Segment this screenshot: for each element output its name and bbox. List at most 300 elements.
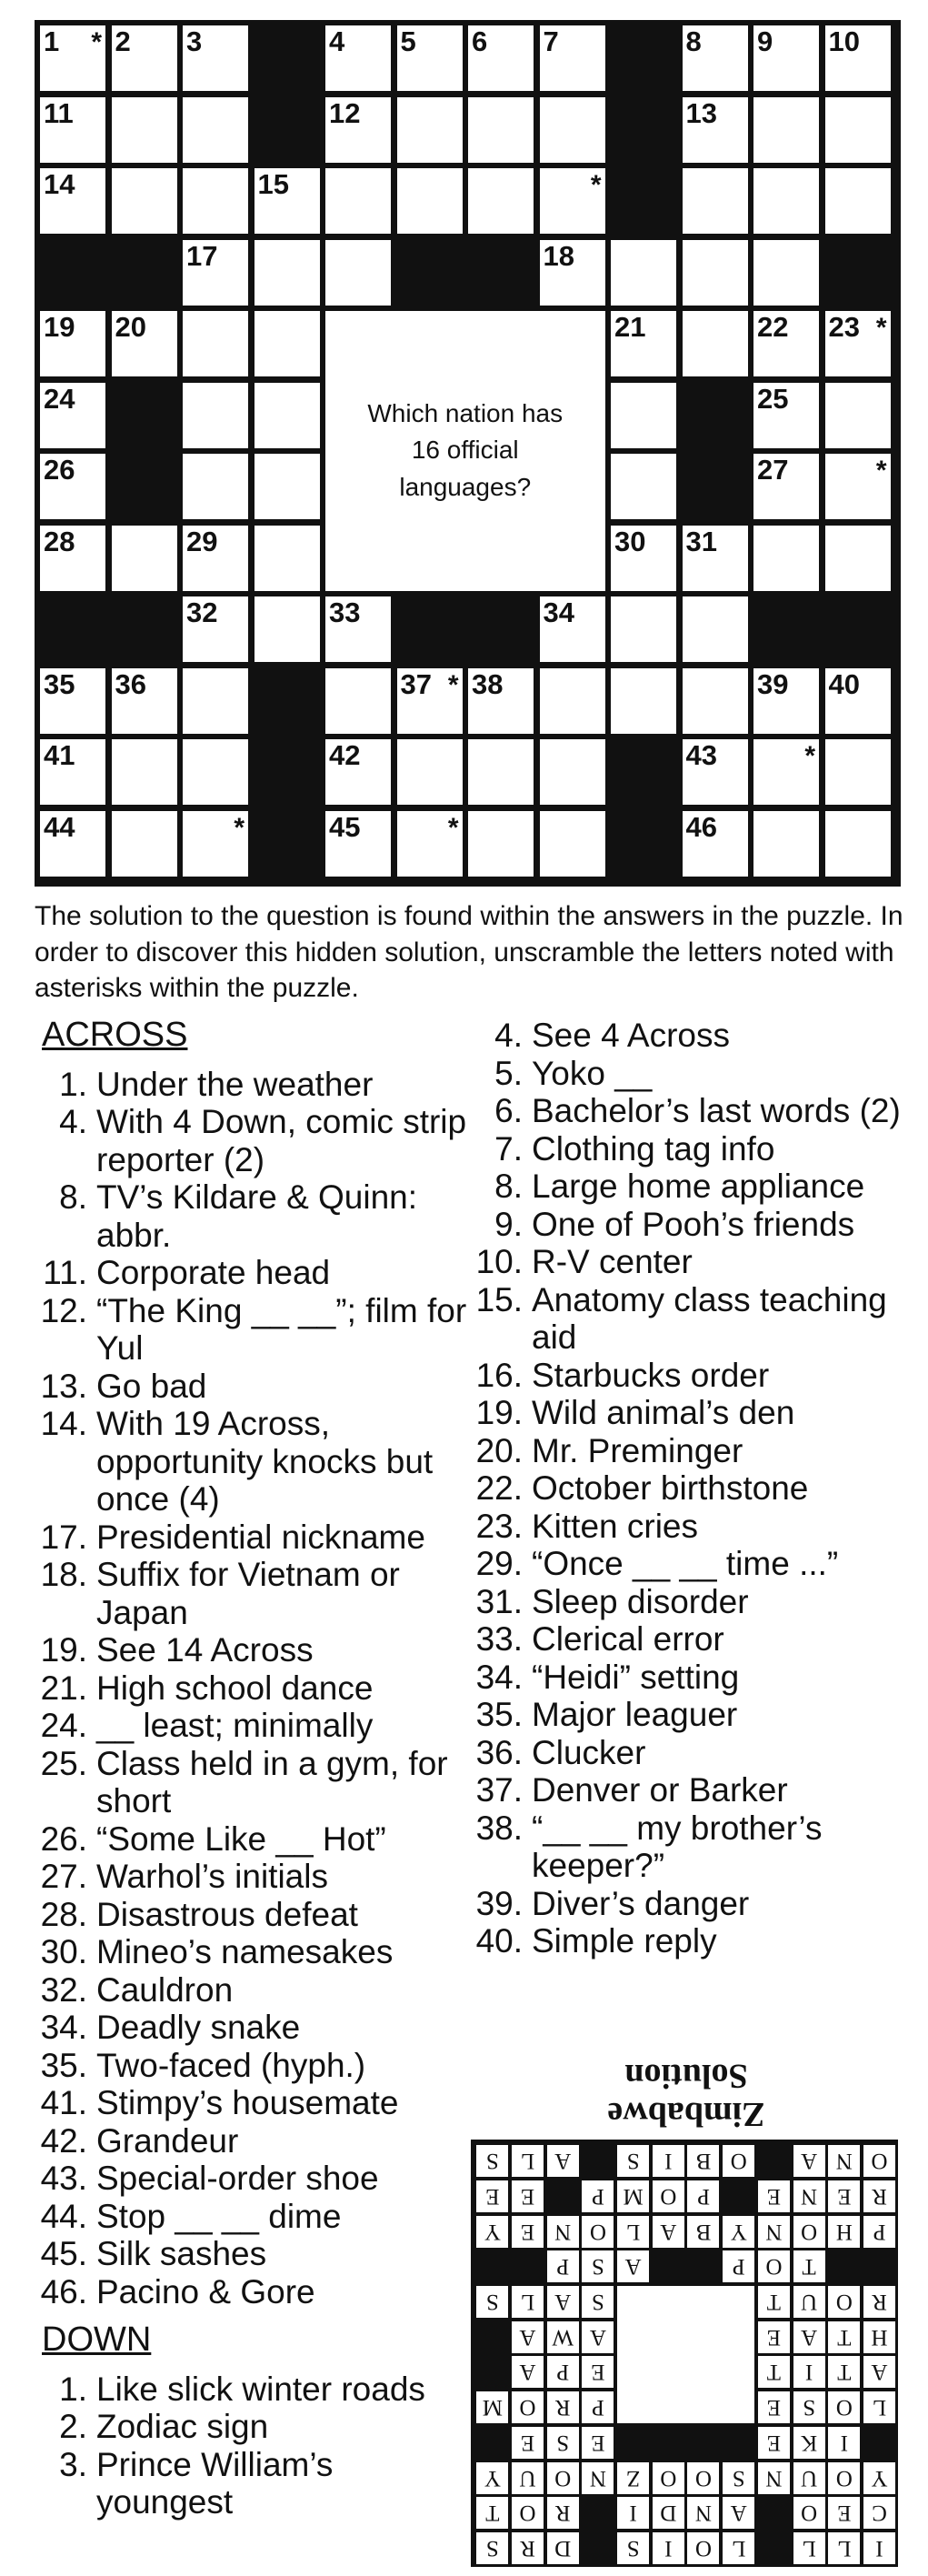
solution-cell: P (547, 2250, 579, 2282)
grid-cell (254, 240, 320, 306)
clue (470, 1055, 906, 1093)
clue-text: “Some Like __ Hot” (96, 1819, 386, 1858)
clue-number: 43. (40, 2160, 87, 2197)
solution-cell: E (758, 2427, 790, 2459)
solution-cell: N (793, 2180, 825, 2212)
grid-cell (325, 25, 391, 91)
cell-number: 8 (685, 25, 702, 57)
solution-cell: L (617, 2216, 649, 2248)
clue-number: 22. (475, 1469, 523, 1507)
cell-number: 43 (685, 739, 717, 771)
clue (35, 2160, 471, 2198)
solution-cell: P (582, 2391, 614, 2423)
grid-cell (40, 668, 105, 734)
solution-cell: R (863, 2180, 895, 2212)
grid-cell (683, 25, 748, 91)
grid-cell (397, 97, 463, 163)
clue-number: 24. (40, 1707, 87, 1744)
clue-text: Silk sashes (96, 2235, 267, 2272)
grid-cell (753, 454, 819, 519)
clue (35, 2371, 471, 2409)
solution-cell: U (793, 2286, 825, 2318)
clue-text: Yoko __ (532, 1054, 653, 1092)
grid-cell (753, 168, 819, 234)
grid-cell (325, 168, 391, 234)
grid-cell (753, 739, 819, 805)
solution-cell: S (547, 2427, 579, 2459)
solution-cell: Y (476, 2216, 508, 2248)
clue-text: Zodiac sign (96, 2408, 269, 2445)
solution-cell: P (582, 2180, 614, 2212)
cell-number: 17 (186, 239, 218, 272)
clue (35, 1707, 471, 1745)
grid-cell (325, 596, 391, 662)
grid-cell (753, 383, 819, 448)
grid-cell (611, 668, 676, 734)
clue-number: 34. (475, 1658, 523, 1696)
grid-cell (753, 526, 819, 591)
grid-cell (40, 526, 105, 591)
asterisk-marker: * (234, 812, 244, 843)
clue (470, 1281, 906, 1357)
clue-number: 26. (40, 1819, 87, 1858)
cell-number: 11 (44, 96, 74, 129)
solution-cell: M (617, 2180, 649, 2212)
cell-number: 25 (757, 382, 789, 415)
solution-cell: N (758, 2216, 790, 2248)
clue-number: 11. (43, 1254, 87, 1291)
cell-number: 5 (400, 25, 416, 57)
clue-number: 25. (40, 1744, 87, 1782)
grid-cell (540, 739, 605, 805)
clue-number: 19. (40, 1631, 87, 1669)
clue (35, 2273, 471, 2311)
solution-cell: A (547, 2286, 579, 2318)
solution-cell: O (828, 2462, 860, 2494)
solution-cell: A (793, 2321, 825, 2353)
asterisk-marker: * (447, 812, 459, 843)
solution-cell: K (793, 2427, 825, 2459)
grid-cell (611, 383, 676, 448)
clue-number: 17. (40, 1518, 87, 1556)
solution-cell: S (617, 2145, 649, 2177)
grid-cell (683, 526, 748, 591)
cell-number: 7 (543, 25, 559, 57)
solution-cell: E (758, 2321, 790, 2353)
clue-text: Stimpy’s housemate (96, 2084, 399, 2121)
clue (470, 1206, 906, 1244)
grid-cell (825, 668, 891, 734)
grid-cell (825, 739, 891, 805)
clue (470, 1168, 906, 1206)
grid-cell (825, 168, 891, 234)
solution-cell: U (793, 2462, 825, 2494)
cell-number: 31 (685, 525, 717, 557)
grid-cell (325, 811, 391, 877)
clue (35, 1292, 471, 1368)
solution-cell: Y (863, 2462, 895, 2494)
clue-number: 9. (494, 1205, 523, 1243)
cell-number: 39 (757, 667, 789, 700)
cell-number: 38 (472, 667, 504, 700)
solution-cell: L (793, 2532, 825, 2564)
grid-cell (540, 596, 605, 662)
clue (470, 1432, 906, 1470)
clue-number: 37. (475, 1771, 523, 1809)
grid-cell (40, 168, 105, 234)
clue-text: Presidential nickname (96, 1518, 425, 1556)
clue (35, 1820, 471, 1859)
cell-number: 2 (115, 25, 131, 57)
solution-center-box (617, 2286, 754, 2423)
clue-number: 39. (475, 1884, 523, 1922)
clue-number: 4. (494, 1017, 523, 1054)
grid-cell (825, 25, 891, 91)
grid-cell (40, 311, 105, 376)
clue-number: 46. (40, 2272, 87, 2310)
clue (35, 1933, 471, 1971)
solution-cell: S (582, 2286, 614, 2318)
grid-cell (683, 739, 748, 805)
clue (35, 1103, 471, 1178)
grid-cell (540, 668, 605, 734)
clue-number: 38. (475, 1809, 523, 1847)
clue-text: Disastrous defeat (96, 1895, 358, 1933)
solution-cell: O (653, 2462, 684, 2494)
clue-text: Anatomy class teaching aid (532, 1280, 887, 1356)
across-clues (35, 1017, 471, 2310)
asterisk-marker: * (875, 456, 887, 486)
across-heading: ACROSS (42, 1016, 188, 1054)
asterisk-marker: * (875, 313, 887, 343)
solution-cell: A (653, 2216, 684, 2248)
clue-text: Large home appliance (532, 1168, 865, 1205)
cell-number: 21 (614, 311, 646, 343)
solution-cell: D (547, 2532, 579, 2564)
grid-cell (325, 668, 391, 734)
clue-number: 1. (59, 1065, 87, 1103)
clue-text: With 4 Down, comic strip reporter (2) (96, 1103, 467, 1178)
grid-cell (183, 739, 248, 805)
solution-cell: S (617, 2532, 649, 2564)
grid-cell (683, 668, 748, 734)
clue (35, 1745, 471, 1820)
cell-number: 18 (543, 239, 574, 272)
clue (35, 2009, 471, 2047)
clue-number: 29. (475, 1545, 523, 1582)
clue-text: Class held in a gym, for short (96, 1744, 448, 1819)
grid-cell (254, 311, 320, 376)
grid-cell (325, 240, 391, 306)
clue-text: With 19 Across, opportunity knocks but once (4) (96, 1405, 434, 1518)
instructions: The solution to the question is found within the answers in the puzzle. In order to discover this hidden solution, unscramble the letters noted with asterisks within the puzzle. (35, 901, 903, 1004)
clue-number: 6. (494, 1092, 523, 1129)
clue (470, 1620, 906, 1659)
solution-cell: R (547, 2497, 579, 2529)
solution-cell: O (828, 2391, 860, 2423)
solution-cell: S (723, 2462, 754, 2494)
clue-text: High school dance (96, 1669, 374, 1707)
clue-text: See 14 Across (96, 1631, 314, 1669)
grid-cell (825, 454, 891, 519)
cell-number: 33 (329, 596, 361, 628)
solution-cell: I (828, 2427, 860, 2459)
asterisk-marker: * (590, 170, 602, 200)
solution-cell: S (476, 2532, 508, 2564)
grid-cell (540, 97, 605, 163)
grid-cell (468, 168, 534, 234)
grid-cell (40, 454, 105, 519)
clue-text: Clerical error (532, 1620, 724, 1658)
cell-number: 40 (828, 667, 860, 700)
clue (470, 1885, 906, 1923)
down-clues-continued (470, 1017, 906, 1960)
grid-cell (112, 668, 177, 734)
solution-cell: T (828, 2321, 860, 2353)
solution-cell: B (688, 2145, 720, 2177)
solution-cell: R (863, 2286, 895, 2318)
grid-cell (397, 739, 463, 805)
clue-text: Suffix for Vietnam or Japan (96, 1556, 400, 1631)
clue-number: 18. (40, 1556, 87, 1593)
solution-cell: N (828, 2145, 860, 2177)
solution-cell: R (547, 2391, 579, 2423)
clue (35, 1971, 471, 2010)
clue-text: Clucker (532, 1733, 646, 1771)
grid-cell (611, 240, 676, 306)
clue-number: 35. (475, 1696, 523, 1733)
solution-cell: E (758, 2180, 790, 2212)
grid-cell (468, 668, 534, 734)
grid-cell (183, 811, 248, 877)
grid-cell (825, 311, 891, 376)
grid-cell (397, 811, 463, 877)
cell-number: 13 (685, 96, 717, 129)
grid-cell (468, 811, 534, 877)
solution-cell: O (758, 2250, 790, 2282)
clue-number: 23. (475, 1507, 523, 1545)
clue-number: 28. (40, 1895, 87, 1933)
solution-answer: Zimbabwe (607, 2095, 765, 2133)
grid-cell (183, 97, 248, 163)
grid-cell (40, 25, 105, 91)
clue-number: 20. (475, 1431, 523, 1469)
cell-number: 3 (186, 25, 203, 57)
grid-cell (611, 454, 676, 519)
grid-cell (112, 739, 177, 805)
grid-cell (397, 668, 463, 734)
clue-text: Sleep disorder (532, 1582, 749, 1620)
grid-cell (112, 311, 177, 376)
grid-cell (540, 811, 605, 877)
clue (470, 1017, 906, 1055)
clue (35, 2408, 471, 2446)
clue-text: Cauldron (96, 1970, 234, 2009)
solution-cell: A (512, 2357, 544, 2389)
solution-cell: E (758, 2391, 790, 2423)
solution-header (473, 2057, 900, 2133)
grid-cell (254, 454, 320, 519)
clue (470, 1243, 906, 1281)
clue-text: Major leaguer (532, 1696, 738, 1733)
clue (470, 1696, 906, 1734)
solution-cell: N (547, 2216, 579, 2248)
asterisk-marker: * (447, 669, 459, 700)
clue (470, 1771, 906, 1809)
clue-text: October birthstone (532, 1469, 809, 1507)
cell-number: 29 (186, 525, 218, 557)
clue-text: Special-order shoe (96, 2160, 379, 2197)
cell-number: 19 (44, 311, 75, 343)
cell-number: 23 (828, 311, 860, 343)
clue (35, 1405, 471, 1519)
clue-text: Pacino & Gore (96, 2272, 315, 2310)
grid-cell (183, 383, 248, 448)
clue-number: 4. (59, 1103, 87, 1140)
solution-cell: N (582, 2462, 614, 2494)
cell-number: 27 (757, 454, 789, 486)
asterisk-marker: * (91, 27, 102, 57)
solution-cell: I (653, 2532, 684, 2564)
clue-text: Simple reply (532, 1922, 717, 1960)
solution-cell: E (828, 2497, 860, 2529)
grid-cell (753, 25, 819, 91)
clue-text: Prince William’s youngest (96, 2445, 334, 2521)
clue-text: Wild animal’s den (532, 1394, 795, 1431)
solution-cell: T (793, 2250, 825, 2282)
cell-number: 20 (115, 311, 146, 343)
grid-cell (825, 811, 891, 877)
solution-cell: A (547, 2145, 579, 2177)
solution-cell: O (653, 2180, 684, 2212)
clue (470, 1659, 906, 1697)
solution-cell: O (688, 2462, 720, 2494)
solution-cell: H (863, 2321, 895, 2353)
solution-cell: E (512, 2216, 544, 2248)
grid-cell (183, 526, 248, 591)
clue-text: Like slick winter roads (96, 2370, 425, 2408)
clue (35, 1368, 471, 1406)
solution-cell: C (863, 2497, 895, 2529)
solution-cell: A (582, 2321, 614, 2353)
cell-number: 34 (543, 596, 574, 628)
solution-cell: Z (617, 2462, 649, 2494)
clue-text: See 4 Across (532, 1017, 731, 1054)
clue (35, 1896, 471, 1934)
clue (470, 1734, 906, 1772)
cell-number: 42 (329, 739, 361, 771)
clue (470, 1583, 906, 1621)
cell-number: 41 (44, 739, 75, 771)
clue-number: 44. (40, 2197, 87, 2235)
grid-cell (183, 311, 248, 376)
solution-cell: H (828, 2216, 860, 2248)
grid-cell (540, 168, 605, 234)
solution-cell: D (653, 2497, 684, 2529)
clue-number: 42. (40, 2121, 87, 2160)
grid-cell (683, 311, 748, 376)
grid-cell (112, 25, 177, 91)
cell-number: 4 (329, 25, 345, 57)
clue-text: Denver or Barker (532, 1771, 788, 1809)
clue-text: One of Pooh’s friends (532, 1205, 855, 1243)
grid-cell (112, 97, 177, 163)
clue-text: Go bad (96, 1367, 207, 1405)
clue-text: Starbucks order (532, 1356, 770, 1394)
grid-cell (825, 383, 891, 448)
grid-cell (753, 811, 819, 877)
clue-text: TV’s Kildare & Quinn: abbr. (96, 1178, 418, 1254)
grid-cell (183, 240, 248, 306)
clue (35, 1178, 471, 1254)
clue-text: Warhol’s initials (96, 1858, 328, 1895)
grid-cell (325, 739, 391, 805)
clue-number: 8. (59, 1178, 87, 1216)
solution-cell: P (688, 2180, 720, 2212)
solution-cell: N (688, 2497, 720, 2529)
grid-cell (397, 168, 463, 234)
clue-text: Mr. Preminger (532, 1431, 743, 1469)
grid-cell (397, 25, 463, 91)
solution-cell: U (512, 2462, 544, 2494)
grid-cell (183, 25, 248, 91)
clue-text: Two-faced (hyph.) (96, 2046, 366, 2084)
solution-cell: Y (476, 2462, 508, 2494)
solution-cell: A (793, 2145, 825, 2177)
solution-cell: M (476, 2391, 508, 2423)
solution-cell: A (512, 2321, 544, 2353)
grid-cell (183, 668, 248, 734)
clue (35, 2122, 471, 2160)
clue-number: 3. (59, 2445, 87, 2483)
clue-number: 40. (475, 1922, 523, 1960)
solution-cell: O (863, 2145, 895, 2177)
solution-cell: R (512, 2532, 544, 2564)
solution-cell: O (793, 2497, 825, 2529)
cell-number: 12 (329, 96, 361, 129)
solution-cell: I (793, 2357, 825, 2389)
clue-number: 27. (40, 1858, 87, 1895)
solution-cell: A (617, 2250, 649, 2282)
clue (35, 1858, 471, 1896)
cell-number: 30 (614, 525, 646, 557)
grid-cell (611, 311, 676, 376)
clue-number: 13. (40, 1367, 87, 1405)
solution-cell: T (758, 2357, 790, 2389)
clue (470, 1130, 906, 1168)
solution-cell: E (582, 2357, 614, 2389)
grid-cell (753, 97, 819, 163)
grid-cell (468, 97, 534, 163)
clue (470, 1508, 906, 1546)
solution-cell: T (758, 2286, 790, 2318)
grid-cell (683, 240, 748, 306)
clue-text: R-V center (532, 1243, 693, 1280)
clue-text: “Once __ __ time ...” (532, 1545, 839, 1582)
cell-number: 24 (44, 382, 75, 415)
clue (470, 1809, 906, 1885)
clue-number: 21. (40, 1669, 87, 1707)
clue-number: 7. (494, 1129, 523, 1168)
grid-cell (112, 526, 177, 591)
grid-cell (611, 526, 676, 591)
clue (35, 2198, 471, 2236)
grid-cell (183, 454, 248, 519)
clue-text: Kitten cries (532, 1507, 699, 1545)
clue-number: 30. (40, 1933, 87, 1970)
solution-cell: E (828, 2180, 860, 2212)
cell-number: 45 (329, 810, 361, 843)
